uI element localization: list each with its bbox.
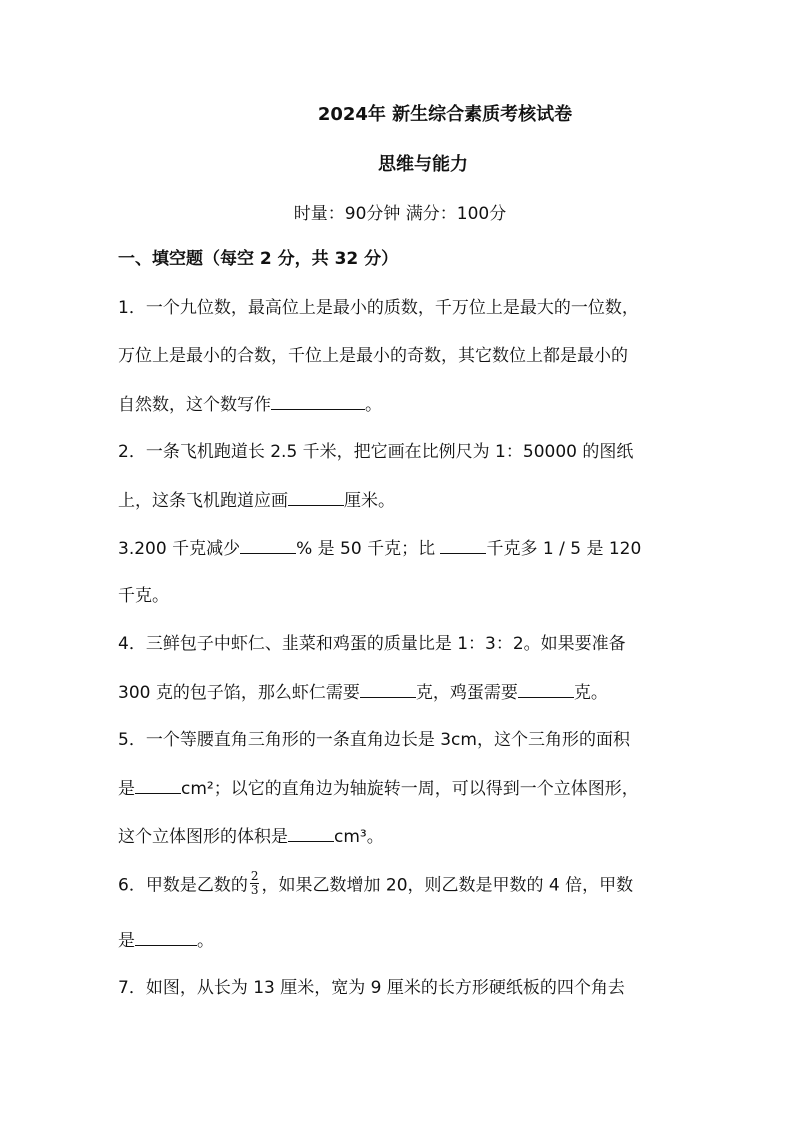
answer-blank[interactable] bbox=[288, 824, 334, 842]
question-6-text-c: 是 bbox=[118, 931, 135, 951]
answer-blank[interactable] bbox=[135, 928, 197, 946]
question-4-end: 克。 bbox=[573, 683, 608, 703]
question-7-line-1: 7．如图，从长为 13 厘米，宽为 9 厘米的长方形硬纸板的四个角去 bbox=[118, 978, 625, 998]
question-3-text-b: % 是 50 千克；比 bbox=[296, 539, 441, 559]
answer-blank[interactable] bbox=[240, 536, 296, 554]
question-2-text: 上，这条飞机跑道应画 bbox=[118, 491, 288, 511]
answer-blank[interactable] bbox=[271, 392, 365, 410]
exam-subtitle: 思维与能力 bbox=[378, 154, 468, 175]
question-3-text-c: 千克多 1 / 5 是 120 bbox=[486, 539, 642, 559]
question-5-line-3 bbox=[118, 824, 678, 849]
question-1-end: 。 bbox=[365, 395, 382, 415]
fraction-numerator: 2 bbox=[250, 869, 259, 883]
fraction-denominator: 3 bbox=[250, 883, 259, 897]
question-6-text-a: 6．甲数是乙数的 bbox=[118, 875, 248, 896]
answer-blank[interactable] bbox=[518, 680, 574, 698]
question-5-end: cm³。 bbox=[334, 827, 384, 847]
question-4-line-1: 4．三鲜包子中虾仁、韭菜和鸡蛋的质量比是 1：3：2。如果要准备 bbox=[118, 634, 626, 654]
question-2-end: 厘米。 bbox=[344, 491, 395, 511]
question-3-line-1 bbox=[118, 536, 678, 561]
question-5-text-c: 这个立体图形的体积是 bbox=[118, 827, 288, 847]
answer-blank[interactable] bbox=[135, 776, 181, 794]
question-1-line-3 bbox=[118, 392, 678, 417]
question-6-line-2 bbox=[118, 928, 678, 953]
question-3-line-2: 千克。 bbox=[118, 586, 169, 606]
fraction-two-thirds bbox=[250, 870, 260, 897]
question-1-line-1: 1．一个九位数，最高位上是最小的质数，千万位上是最大的一位数， bbox=[118, 298, 639, 318]
question-3-text-a: 3.200 千克减少 bbox=[118, 539, 241, 559]
question-4-text-a: 300 克的包子馅，那么虾仁需要 bbox=[118, 683, 360, 703]
question-5-text-b: cm²；以它的直角边为轴旋转一周，可以得到一个立体图形， bbox=[181, 779, 639, 799]
question-6-line-1 bbox=[118, 869, 678, 899]
question-4-line-2 bbox=[118, 680, 678, 705]
question-2-line-1: 2．一条飞机跑道长 2.5 千米，把它画在比例尺为 1：50000 的图纸 bbox=[118, 442, 634, 462]
question-5-text-a: 是 bbox=[118, 779, 135, 799]
question-5-line-1: 5．一个等腰直角三角形的一条直角边长是 3cm，这个三角形的面积 bbox=[118, 730, 630, 750]
question-1-line-2: 万位上是最小的合数，千位上是最小的奇数，其它数位上都是最小的 bbox=[118, 346, 628, 366]
exam-title: 2024年 新生综合素质考核试卷 bbox=[317, 104, 573, 125]
question-6-end: 。 bbox=[197, 931, 214, 951]
answer-blank[interactable] bbox=[360, 680, 416, 698]
question-2-line-2 bbox=[118, 488, 678, 513]
answer-blank[interactable] bbox=[440, 536, 486, 554]
question-1-text: 自然数，这个数写作 bbox=[118, 395, 271, 415]
question-5-line-2 bbox=[118, 776, 678, 801]
exam-meta: 时量：90分钟 满分：100分 bbox=[293, 204, 507, 224]
answer-blank[interactable] bbox=[288, 488, 344, 506]
question-4-text-b: 克，鸡蛋需要 bbox=[415, 683, 518, 703]
question-6-text-b: ，如果乙数增加 20，则乙数是甲数的 4 倍，甲数 bbox=[261, 875, 634, 896]
section-heading-fill-blank: 一、填空题（每空 2 分，共 32 分） bbox=[118, 249, 399, 269]
